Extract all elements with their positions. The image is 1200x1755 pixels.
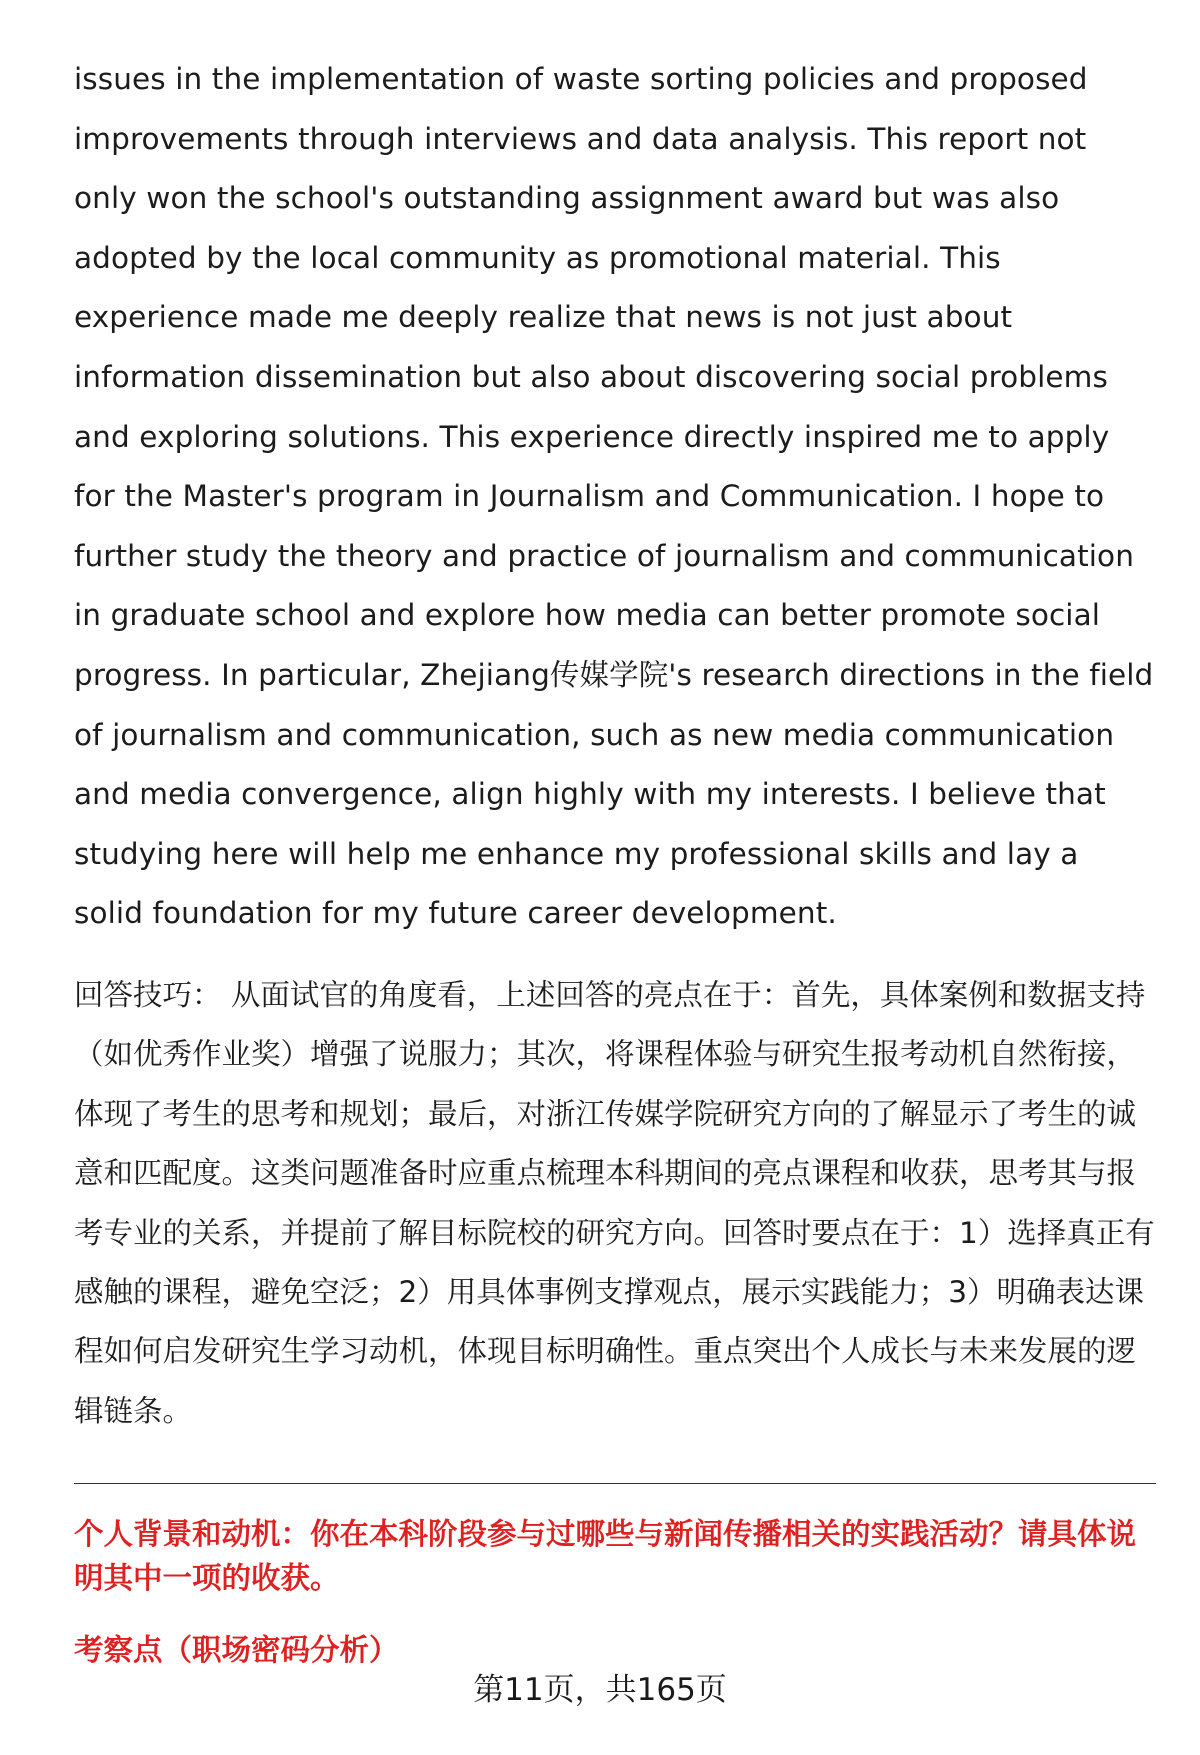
section-divider — [74, 1483, 1156, 1484]
question-heading: 个人背景和动机：你在本科阶段参与过哪些与新闻传播相关的实践活动？请具体说明其中一项的收获。 — [74, 1517, 1137, 1596]
exam-point-heading: 考察点（职场密码分析） — [74, 1633, 399, 1668]
page-number-footer: 第11页，共165页 — [473, 1672, 727, 1708]
answer-body-paragraph: issues in the implementation of waste sorting policies and proposed improvements through interviews and data analysis. This report not only won the school's outstanding assignment award but was also adopted by the local community as promotional material. This experience made me deeply realize that news is not just about information dissemination but also about discovering social problems and exploring solutions. This experience directly inspired me to apply for the Master's program in Journalism and Communication. I hope to further study the theory and practice of journalism and communication in graduate school and explore how media can better promote social progress. In particular, Zhejiang传媒学院's research directions in the field of journalism and communication, such as new media communication and media convergence, align highly with my interests. I believe that studying here will help me enhance my professional skills and lay a solid foundation for my future career development. — [74, 62, 1154, 931]
answer-tip-paragraph: 回答技巧： 从面试官的角度看，上述回答的亮点在于：首先，具体案例和数据支持（如优秀作业奖）增强了说服力；其次，将课程体验与研究生报考动机自然衔接，体现了考生的思考和规划；最后，对浙江传媒学院研究方向的了解显示了考生的诚意和匹配度。这类问题准备时应重点梳理本科期间的亮点课程和收获，思考其与报考专业的关系，并提前了解目标院校的研究方向。回答时要点在于：1）选择真正有感触的课程，避免空泛；2）用具体事例支撑观点，展示实践能力；3）明确表达课程如何启发研究生学习动机，体现目标明确性。重点突出个人成长与未来发展的逻辑链条。 — [74, 977, 1155, 1428]
document-page — [74, 50, 1156, 1672]
